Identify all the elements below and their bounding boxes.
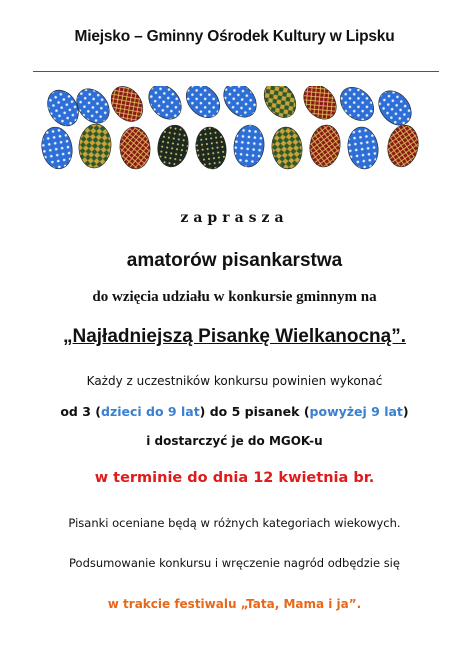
rules-line-2-part-c: ) (402, 404, 409, 419)
festival-text: w trakcie festiwalu „Tata, Mama i ja”. (107, 597, 362, 611)
organizer-title: Miejsko – Gminny Ośrodek Kultury w Lipsku (74, 28, 395, 45)
invite-zaprasza: zaprasza (180, 210, 289, 226)
rules-line-2-part-b: ) do 5 pisanek ( (199, 404, 310, 419)
deadline-text: w terminie do dnia 12 kwietnia br. (94, 470, 375, 486)
rules-line-1: Każdy z uczestników konkursu powinien wykonać (86, 374, 383, 388)
invite-audience: amatorów pisankarstwa (126, 250, 343, 271)
older-age-label: powyżej 9 lat (309, 404, 403, 419)
invite-participation: do wzięcia udziału w konkursie gminnym na (92, 289, 377, 305)
easter-eggs-illustration (35, 86, 435, 186)
rules-line-5: Podsumowanie konkursu i wręczenie nagród odbędzie się (69, 556, 400, 570)
kids-age-label: dzieci do 9 lat (101, 404, 200, 419)
rules-line-4: Pisanki oceniane będą w różnych kategoriach wiekowych. (68, 516, 401, 530)
rules-line-2-part-a: od 3 ( (60, 404, 101, 419)
rules-line-3: i dostarczyć je do MGOK-u (146, 434, 323, 448)
rules-line-2 (0, 404, 469, 419)
header-divider (33, 71, 439, 72)
contest-title: „Najładniejszą Pisankę Wielkanocną”. (62, 326, 407, 347)
